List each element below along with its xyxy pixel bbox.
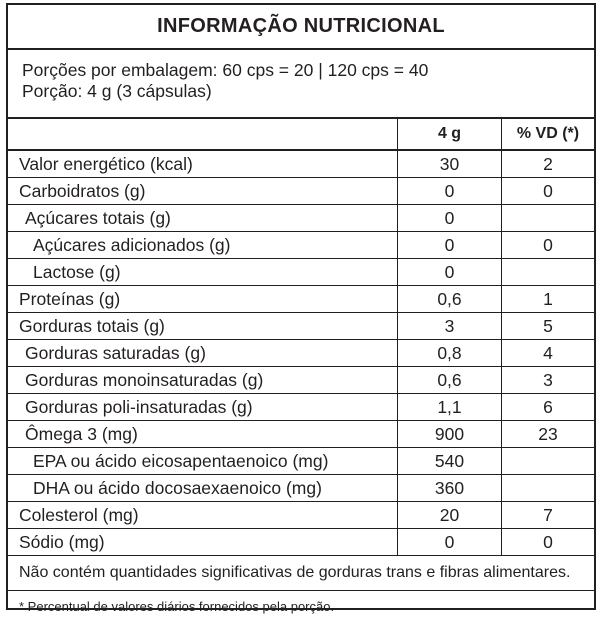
nutrient-daily-value — [502, 475, 594, 501]
nutrient-quantity: 0,6 — [398, 286, 502, 312]
nutrient-daily-value: 7 — [543, 504, 553, 525]
table-row — [8, 529, 594, 556]
table-row — [8, 286, 594, 313]
nutrient-quantity: 0,8 — [398, 340, 502, 366]
table-row — [8, 205, 594, 232]
nutrient-quantity: 1,1 — [398, 394, 502, 420]
table-row — [8, 313, 594, 340]
nutrient-quantity: 0 — [398, 178, 502, 204]
serving-size: Porção: 4 g (3 cápsulas) — [22, 81, 212, 101]
no-significant-amounts-note: Não contém quantidades significativas de gorduras trans e fibras alimentares. — [8, 556, 594, 591]
header-quantity: 4 g — [398, 119, 502, 149]
table-row — [8, 421, 594, 448]
nutrient-name: EPA ou ácido eicosapentaenoico (mg) — [8, 448, 398, 474]
nutrient-quantity: 30 — [398, 151, 502, 177]
table-row — [8, 151, 594, 178]
nutrient-quantity: 0 — [398, 232, 502, 258]
nutrient-daily-value: 0 — [543, 180, 553, 201]
label-title: INFORMAÇÃO NUTRICIONAL — [8, 5, 594, 50]
nutrient-name: Gorduras poli-insaturadas (g) — [8, 394, 398, 420]
nutrient-daily-value: 1 — [543, 288, 553, 309]
nutrient-name: DHA ou ácido docosaexaenoico (mg) — [8, 475, 398, 501]
header-name-cell — [8, 119, 398, 149]
nutrient-daily-value: 2 — [543, 153, 553, 174]
nutrition-facts-label — [6, 3, 596, 614]
nutrient-name: Gorduras monoinsaturadas (g) — [8, 367, 398, 393]
nutrient-quantity: 0 — [398, 205, 502, 231]
nutrient-name: Gorduras saturadas (g) — [8, 340, 398, 366]
nutrient-name: Açúcares adicionados (g) — [8, 232, 398, 258]
nutrient-quantity: 360 — [398, 475, 502, 501]
nutrient-daily-value: 6 — [543, 396, 553, 417]
table-row — [8, 367, 594, 394]
nutrient-name: Açúcares totais (g) — [8, 205, 398, 231]
nutrient-daily-value: 0 — [543, 531, 553, 552]
table-row — [8, 178, 594, 205]
daily-value-footnote: * Percentual de valores diários fornecidos pela porção. — [19, 598, 335, 614]
table-row — [8, 340, 594, 367]
nutrient-daily-value: 5 — [543, 315, 553, 336]
nutrient-daily-value — [502, 205, 594, 231]
nutrient-name: Valor energético (kcal) — [8, 151, 398, 177]
nutrient-quantity: 0,6 — [398, 367, 502, 393]
table-row — [8, 232, 594, 259]
nutrient-name: Proteínas (g) — [8, 286, 398, 312]
table-row — [8, 502, 594, 529]
nutrient-quantity: 0 — [398, 529, 502, 555]
nutrient-quantity: 0 — [398, 259, 502, 285]
table-row — [8, 475, 594, 502]
nutrient-name: Ômega 3 (mg) — [8, 421, 398, 447]
nutrient-daily-value: 3 — [543, 369, 553, 390]
nutrient-daily-value: 0 — [543, 234, 553, 255]
nutrient-daily-value — [502, 259, 594, 285]
table-header — [8, 119, 594, 151]
nutrient-quantity: 20 — [398, 502, 502, 528]
nutrient-name: Carboidratos (g) — [8, 178, 398, 204]
nutrient-quantity: 540 — [398, 448, 502, 474]
nutrient-daily-value — [502, 448, 594, 474]
nutrient-name: Gorduras totais (g) — [8, 313, 398, 339]
table-row — [8, 259, 594, 286]
nutrient-name: Colesterol (mg) — [8, 502, 398, 528]
nutrient-name: Lactose (g) — [8, 259, 398, 285]
nutrient-quantity: 900 — [398, 421, 502, 447]
nutrient-name: Sódio (mg) — [8, 529, 398, 555]
table-row — [8, 394, 594, 421]
nutrient-daily-value: 23 — [538, 423, 558, 444]
nutrient-quantity: 3 — [398, 313, 502, 339]
table-row — [8, 448, 594, 475]
header-daily-value: % VD (*) — [516, 125, 580, 142]
serving-info — [8, 50, 594, 119]
servings-per-package: Porções por embalagem: 60 cps = 20 | 120 cps = 40 — [22, 60, 429, 80]
nutrient-daily-value: 4 — [543, 342, 553, 363]
